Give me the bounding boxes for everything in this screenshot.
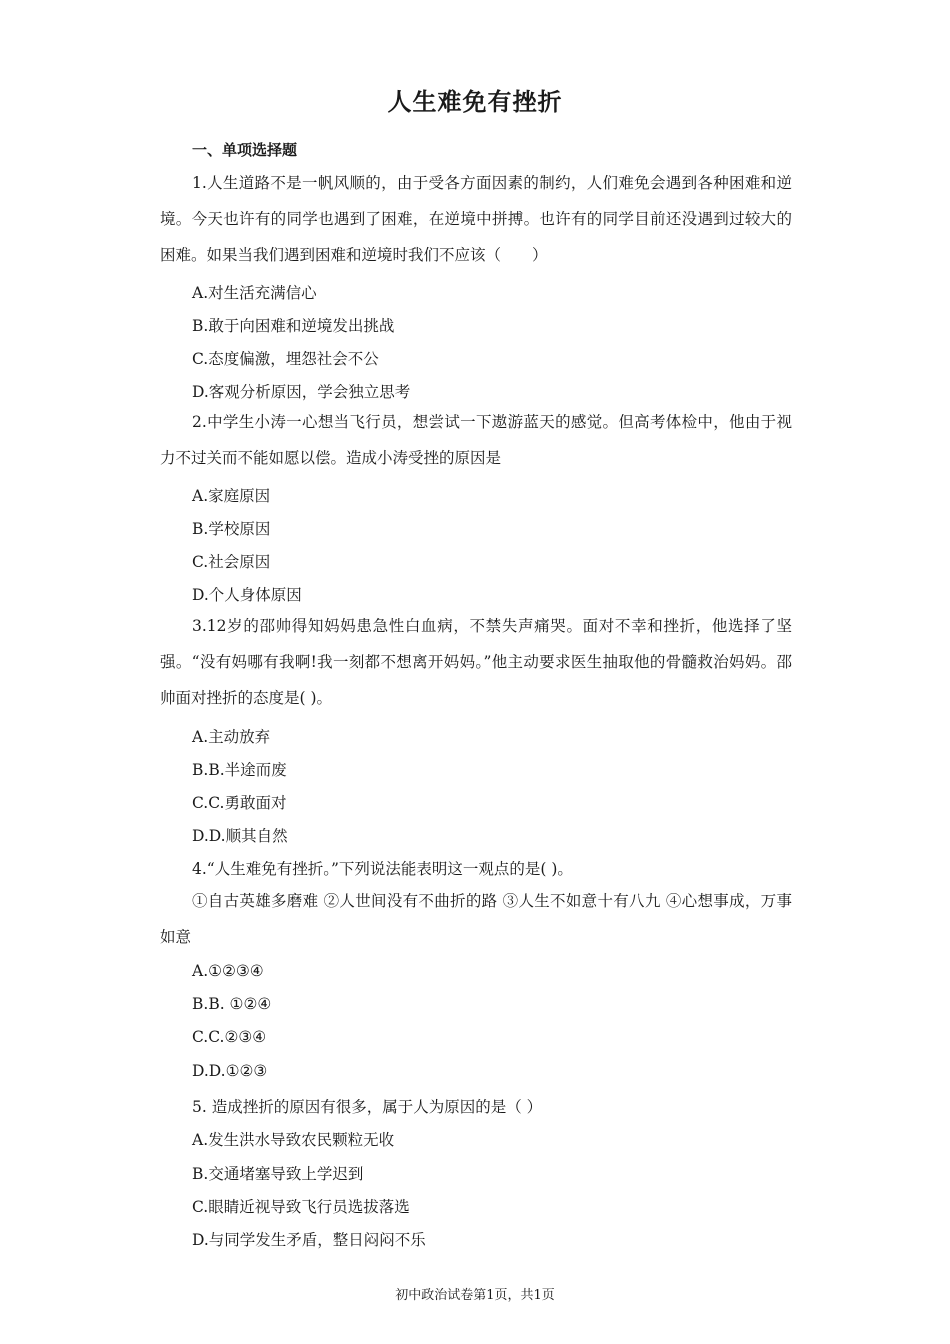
page-footer: 初中政治试卷第1页，共1页 — [395, 1288, 555, 1303]
question-1-option-b[interactable]: B.敢于向困难和逆境发出挑战 — [192, 317, 395, 335]
question-2-option-c[interactable]: C.社会原因 — [192, 553, 271, 571]
question-5-option-c[interactable]: C.眼睛近视导致飞行员选拔落选 — [192, 1198, 410, 1216]
question-5-stem: 5. 造成挫折的原因有很多，属于人为原因的是（ ） — [192, 1098, 543, 1116]
page-title: 人生难免有挫折 — [387, 88, 563, 116]
question-2-stem: 2.中学生小涛一心想当飞行员，想尝试一下遨游蓝天的感觉。但高考体检中，他由于视力不过关而不能如愿以偿。造成小涛受挫的原因是 — [160, 413, 792, 467]
question-3-stem: 3.12岁的邵帅得知妈妈患急性白血病，不禁失声痛哭。面对不幸和挫折，他选择了坚强。“没有妈哪有我啊!我一刻都不想离开妈妈。”他主动要求医生抽取他的骨髓救治妈妈。邵帅面对挫折的态度是( )。 — [160, 617, 792, 707]
question-4-option-d[interactable]: D.D.①②③ — [192, 1062, 268, 1080]
question-5-option-b[interactable]: B.交通堵塞导致上学迟到 — [192, 1165, 364, 1183]
question-4-option-b[interactable]: B.B. ①②④ — [192, 995, 272, 1013]
question-5-option-a[interactable]: A.发生洪水导致农民颗粒无收 — [192, 1131, 395, 1149]
question-3-option-b[interactable]: B.B.半途而废 — [192, 761, 287, 779]
question-1-option-d[interactable]: D.客观分析原因，学会独立思考 — [192, 383, 411, 401]
question-1-option-a[interactable]: A.对生活充满信心 — [192, 284, 317, 302]
question-2-option-a[interactable]: A.家庭原因 — [192, 487, 271, 505]
section-heading: 一、单项选择题 — [192, 141, 298, 159]
question-4-stem: 4.“人生难免有挫折。”下列说法能表明这一观点的是( )。 — [192, 860, 573, 878]
question-3-option-a[interactable]: A.主动放弃 — [192, 728, 271, 746]
question-1-option-c[interactable]: C.态度偏激，埋怨社会不公 — [192, 350, 379, 368]
question-3-option-c[interactable]: C.C.勇敢面对 — [192, 794, 287, 812]
question-3-option-d[interactable]: D.D.顺其自然 — [192, 827, 288, 845]
question-2-option-b[interactable]: B.学校原因 — [192, 520, 271, 538]
question-5-option-d[interactable]: D.与同学发生矛盾，整日闷闷不乐 — [192, 1231, 426, 1249]
question-1-stem: 1.人生道路不是一帆风顺的，由于受各方面因素的制约，人们难免会遇到各种困难和逆境。今天也许有的同学也遇到了困难，在逆境中拼搏。也许有的同学目前还没遇到过较大的困难。如果当我们遇到困难和逆境时我们不应该（ ） — [160, 174, 792, 264]
question-2-option-d[interactable]: D.个人身体原因 — [192, 586, 302, 604]
question-4-statements: ①自古英雄多磨难 ②人世间没有不曲折的路 ③人生不如意十有八九 ④心想事成，万事如意 — [160, 892, 792, 946]
question-4-option-a[interactable]: A.①②③④ — [192, 962, 264, 980]
question-4-option-c[interactable]: C.C.②③④ — [192, 1028, 267, 1046]
